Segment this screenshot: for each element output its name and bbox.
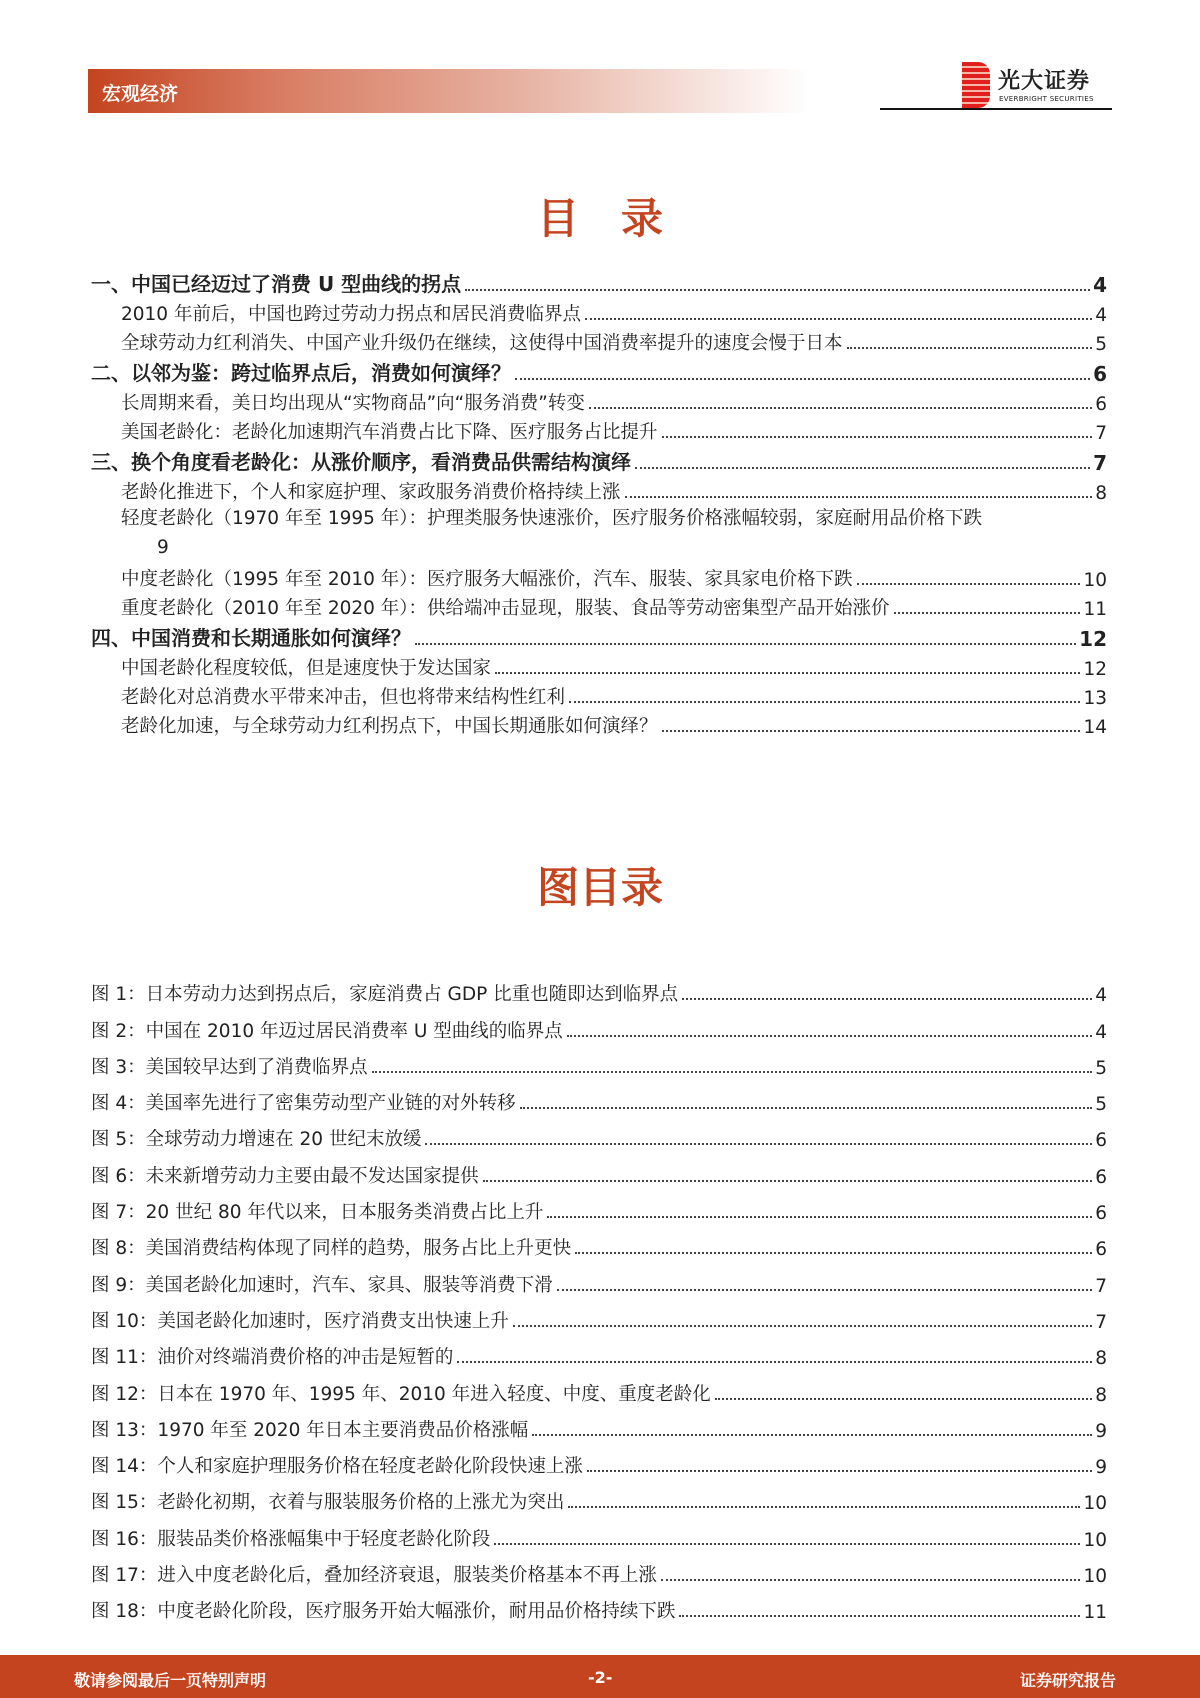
footer — [0, 1655, 1200, 1698]
entry-text: 图 6：未来新增劳动力主要由最不发达国家提供 — [91, 1165, 479, 1187]
figure-entry[interactable] — [91, 970, 1107, 1006]
dot-leader — [567, 1035, 1092, 1037]
entry-text: 全球劳动力红利消失、中国产业升级仍在继续，这使得中国消费率提升的速度会慢于日本 — [121, 333, 843, 354]
entry-text: 老龄化加速，与全球劳动力红利拐点下，中国长期通胀如何演绎？ — [121, 716, 658, 737]
entry-text: 2010 年前后，中国也跨过劳动力拐点和居民消费临界点 — [121, 304, 581, 325]
dot-leader — [513, 1325, 1092, 1327]
entry-page: 5 — [1095, 1057, 1107, 1079]
toc-entry[interactable] — [91, 444, 1107, 475]
entry-text: 图 4：美国率先进行了密集劳动型产业链的对外转移 — [91, 1093, 516, 1115]
entry-text: 图 1：日本劳动力达到拐点后，家庭消费占 GDP 比重也随即达到临界点 — [91, 984, 679, 1006]
entry-page: 5 — [1095, 334, 1107, 355]
entry-page: 9 — [1095, 1457, 1107, 1479]
entry-page: 6 — [1095, 1203, 1107, 1225]
section-banner — [88, 69, 810, 113]
entry-page: 5 — [1095, 1094, 1107, 1116]
entry-page: 14 — [1083, 717, 1107, 738]
entry-page: 6 — [1095, 394, 1107, 415]
toc-entry[interactable] — [91, 680, 1107, 709]
entry-text: 轻度老龄化（1970 年至 1995 年）：护理类服务快速涨价，医疗服务价格涨幅较弱，家庭耐用品价格下跌 — [121, 508, 983, 529]
dot-leader — [547, 1216, 1092, 1218]
dot-leader — [662, 730, 1081, 732]
entry-text: 重度老龄化（2010 年至 2020 年）：供给端冲击显现，服装、食品等劳动密集型产品开始涨价 — [121, 598, 890, 619]
dot-leader — [585, 318, 1092, 320]
page-number: -2- — [588, 1668, 613, 1687]
toc-entry[interactable] — [91, 591, 1107, 620]
entry-page: 10 — [1083, 1566, 1107, 1588]
toc-entry[interactable] — [91, 475, 1107, 504]
toc-entry[interactable] — [91, 562, 1107, 591]
figure-entry[interactable] — [91, 1260, 1107, 1296]
entry-page: 4 — [1095, 305, 1107, 326]
figure-entry[interactable] — [91, 1297, 1107, 1333]
entry-text: 图 9：美国老龄化加速时，汽车、家具、服装等消费下滑 — [91, 1274, 553, 1296]
dot-leader — [625, 496, 1093, 498]
figure-entry[interactable] — [91, 1151, 1107, 1187]
entry-page: 10 — [1083, 570, 1107, 591]
entry-page: 11 — [1083, 599, 1107, 620]
toc-entry[interactable] — [91, 386, 1107, 415]
dot-leader — [520, 1107, 1093, 1109]
entry-page: 9 — [1095, 1420, 1107, 1442]
entry-page: 13 — [1083, 688, 1107, 709]
figure-entry[interactable] — [91, 1478, 1107, 1514]
logo-cn: 光大证券 — [998, 69, 1091, 94]
entry-page: 6 — [1093, 362, 1107, 386]
company-logo — [962, 62, 1112, 108]
dot-leader — [661, 1579, 1081, 1581]
entry-page: 6 — [1095, 1239, 1107, 1261]
footer-disclaimer: 敬请参阅最后一页特别声明 — [74, 1671, 267, 1690]
dot-leader — [587, 1470, 1092, 1472]
entry-text: 图 14：个人和家庭护理服务价格在轻度老龄化阶段快速上涨 — [91, 1456, 583, 1478]
entry-text: 三、换个角度看老龄化：从涨价顺序，看消费品供需结构演绎 — [91, 450, 631, 474]
dot-leader — [635, 467, 1090, 469]
entry-text: 老龄化对总消费水平带来冲击，但也将带来结构性红利 — [121, 687, 566, 708]
toc-entry[interactable] — [91, 326, 1107, 355]
dot-leader — [457, 1361, 1092, 1363]
dot-leader — [589, 407, 1092, 409]
entry-text: 四、中国消费和长期通胀如何演绎？ — [91, 626, 411, 650]
figure-entry[interactable] — [91, 1406, 1107, 1442]
dot-leader — [483, 1180, 1093, 1182]
dot-leader — [715, 1398, 1093, 1400]
entry-text: 图 5：全球劳动力增速在 20 世纪末放缓 — [91, 1129, 422, 1151]
figure-list-title: 图目录 — [536, 863, 663, 912]
figure-entry[interactable] — [91, 1551, 1107, 1587]
figure-entry[interactable] — [91, 1079, 1107, 1115]
toc-entry[interactable] — [91, 709, 1107, 738]
figure-entry[interactable] — [91, 1587, 1107, 1623]
figure-entry[interactable] — [91, 1369, 1107, 1405]
toc-entry[interactable] — [91, 415, 1107, 444]
entry-page: 10 — [1083, 1529, 1107, 1551]
figure-list — [91, 970, 1107, 1623]
dot-leader — [557, 1289, 1093, 1291]
entry-text: 一、中国已经迈过了消费 U 型曲线的拐点 — [91, 272, 462, 296]
entry-text: 图 13：1970 年至 2020 年日本主要消费品价格涨幅 — [91, 1419, 529, 1441]
figure-entry[interactable] — [91, 1115, 1107, 1151]
section-label: 宏观经济 — [102, 83, 179, 105]
entry-text: 图 11：油价对终端消费价格的冲击是短暂的 — [91, 1347, 454, 1369]
toc-title: 目 录 — [536, 194, 663, 243]
dot-leader — [425, 1143, 1092, 1145]
dot-leader — [894, 612, 1081, 614]
toc-entry[interactable] — [91, 651, 1107, 680]
entry-page: 4 — [1095, 985, 1107, 1007]
figure-entry[interactable] — [91, 1514, 1107, 1550]
figure-entry[interactable] — [91, 1006, 1107, 1042]
entry-text: 图 17：进入中度老龄化后，叠加经济衰退，服装类价格基本不再上涨 — [91, 1565, 657, 1587]
entry-page: 9 — [157, 537, 169, 558]
entry-page: 12 — [1083, 659, 1107, 680]
dot-leader — [847, 347, 1093, 349]
entry-page: 10 — [1083, 1493, 1107, 1515]
dot-leader — [515, 378, 1090, 380]
entry-text: 二、以邻为鉴：跨过临界点后，消费如何演绎？ — [91, 361, 511, 385]
dot-leader — [494, 1543, 1080, 1545]
figure-entry[interactable] — [91, 1224, 1107, 1260]
entry-text: 图 16：服装品类价格涨幅集中于轻度老龄化阶段 — [91, 1528, 491, 1550]
entry-text: 长周期来看，美日均出现从“实物商品”向“服务消费”转变 — [121, 393, 585, 414]
entry-page: 7 — [1093, 451, 1107, 475]
entry-text: 图 3：美国较早达到了消费临界点 — [91, 1056, 368, 1078]
toc-entry[interactable] — [91, 504, 1107, 562]
entry-page: 4 — [1095, 1021, 1107, 1043]
dot-leader — [662, 436, 1093, 438]
table-of-contents — [91, 266, 1107, 738]
toc-entry[interactable] — [91, 355, 1107, 386]
dot-leader — [532, 1434, 1092, 1436]
dot-leader — [495, 672, 1080, 674]
entry-page: 7 — [1095, 423, 1107, 444]
entry-text: 图 15：老龄化初期，衣着与服装服务价格的上涨尤为突出 — [91, 1492, 565, 1514]
entry-page: 8 — [1095, 1384, 1107, 1406]
dot-leader — [857, 583, 1081, 585]
entry-text: 中度老龄化（1995 年至 2010 年）：医疗服务大幅涨价，汽车、服装、家具家电价格下跌 — [121, 569, 853, 590]
entry-page: 7 — [1095, 1275, 1107, 1297]
entry-text: 美国老龄化：老龄化加速期汽车消费占比下降、医疗服务占比提升 — [121, 422, 658, 443]
dot-leader — [575, 1252, 1092, 1254]
dot-leader — [568, 1506, 1080, 1508]
entry-text: 图 18：中度老龄化阶段，医疗服务开始大幅涨价，耐用品价格持续下跌 — [91, 1601, 676, 1623]
entry-text: 图 10：美国老龄化加速时，医疗消费支出快速上升 — [91, 1310, 509, 1332]
entry-page: 8 — [1095, 1348, 1107, 1370]
header-divider — [880, 108, 1112, 110]
toc-entry[interactable] — [91, 297, 1107, 326]
entry-text: 图 8：美国消费结构体现了同样的趋势，服务占比上升更快 — [91, 1238, 572, 1260]
logo-mark-icon — [962, 62, 990, 108]
figure-entry[interactable] — [91, 1188, 1107, 1224]
figure-entry[interactable] — [91, 1442, 1107, 1478]
entry-page: 6 — [1095, 1130, 1107, 1152]
entry-page: 6 — [1095, 1166, 1107, 1188]
dot-leader — [679, 1615, 1080, 1617]
toc-entry[interactable] — [91, 266, 1107, 297]
figure-entry[interactable] — [91, 1333, 1107, 1369]
entry-text: 图 2：中国在 2010 年迈过居民消费率 U 型曲线的临界点 — [91, 1020, 563, 1042]
entry-page: 12 — [1079, 627, 1107, 651]
entry-page: 7 — [1095, 1311, 1107, 1333]
entry-text: 中国老龄化程度较低，但是速度快于发达国家 — [121, 658, 492, 679]
dot-leader — [415, 643, 1076, 645]
dot-leader — [569, 701, 1080, 703]
entry-page: 4 — [1093, 273, 1107, 297]
entry-text: 图 7：20 世纪 80 年代以来，日本服务类消费占比上升 — [91, 1202, 544, 1224]
entry-text: 老龄化推进下，个人和家庭护理、家政服务消费价格持续上涨 — [121, 482, 621, 503]
dot-leader — [465, 289, 1090, 291]
entry-page: 8 — [1095, 483, 1107, 504]
dot-leader — [372, 1071, 1093, 1073]
dot-leader — [682, 998, 1092, 1000]
logo-en: EVERBRIGHT SECURITIES — [999, 95, 1094, 103]
toc-entry[interactable] — [91, 620, 1107, 651]
entry-page: 11 — [1083, 1602, 1107, 1624]
footer-report-type: 证券研究报告 — [1019, 1671, 1116, 1690]
entry-text: 图 12：日本在 1970 年、1995 年、2010 年进入轻度、中度、重度老龄化 — [91, 1383, 711, 1405]
figure-entry[interactable] — [91, 1043, 1107, 1079]
